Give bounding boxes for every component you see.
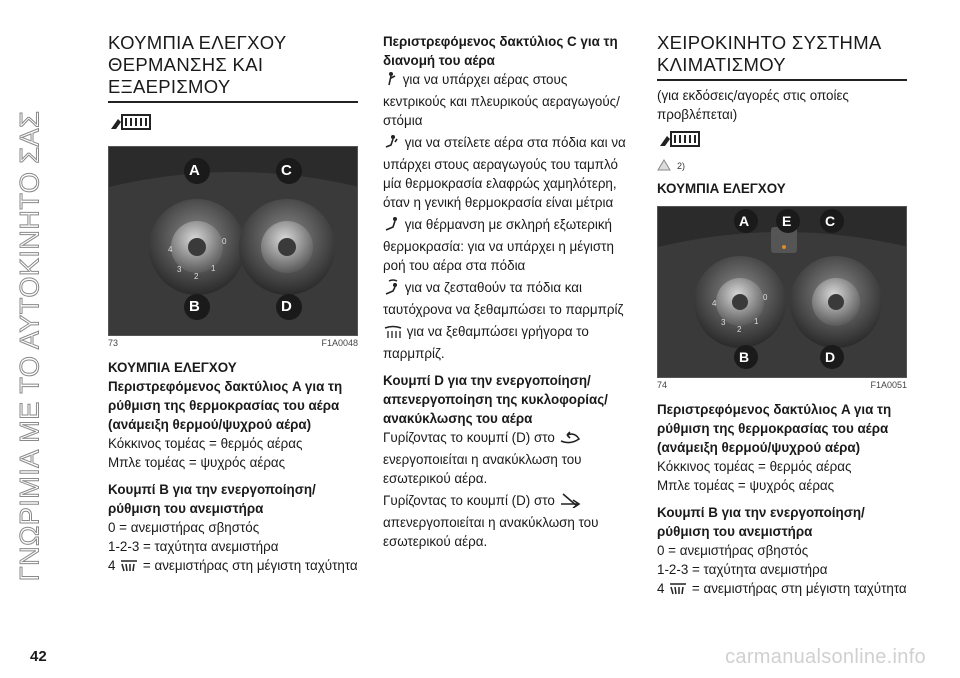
figure-caption (108, 338, 358, 348)
fan-max-text (108, 556, 358, 578)
air-face-feet-icon (383, 134, 401, 155)
fan-max-number: 4 (657, 581, 665, 596)
c-feet-defrost-text: για να ζεσταθούν τα πόδια και ταυτόχρονα να ξεθαμπώσει το παρμπρίζ (383, 280, 624, 317)
figure-caption (657, 380, 907, 390)
title-line: ΘΕΡΜΑΝΣΗΣ ΚΑΙ (108, 54, 264, 75)
column-2 (383, 32, 633, 551)
dial-mark: 2 (194, 272, 199, 281)
knob-a-heading: Περιστρεφόμενος δακτύλιος A για τη ρύθμιση της θερμοκρασίας του αέρα (ανάμειξη θερμού/ψυχρού αέρα) (108, 379, 343, 432)
callout-b: B (739, 349, 750, 365)
c-face-text: για να υπάρχει αέρας στους κεντρικούς και πλευρικούς αεραγωγούς/στόμια (383, 72, 620, 128)
knob-d-heading: Κουμπί D για την ενεργοποίηση/απενεργοποίηση της κυκλοφορίας/ανακύκλωσης του αέρα (383, 373, 608, 426)
callout-e: E (782, 213, 792, 229)
red-sector-text: Κόκκινος τομέας = θερμός αέρας (657, 459, 852, 474)
dial-mark: 4 (712, 299, 717, 308)
recirculation-off-icon (559, 492, 581, 513)
title-line: ΚΟΥΜΠΙΑ ΕΛΕΓΧΟΥ (108, 32, 287, 53)
callout-d: D (281, 298, 292, 315)
fan-max-desc: = ανεμιστήρας στη μέγιστη ταχύτητα (691, 581, 907, 596)
fan-max-icon (119, 559, 139, 578)
dial-mark: 1 (211, 264, 216, 273)
dial-mark: 3 (721, 318, 726, 327)
column-1 (108, 32, 358, 578)
dial-mark: 0 (763, 293, 768, 302)
d-on-text: Γυρίζοντας το κουμπί (D) στο ενεργοποιείται η ανακύκλωση του εσωτερικού αέρα. (383, 430, 582, 486)
c-defrost-text: για να ξεθαμπώσει γρήγορα το παρμπρίζ. (383, 324, 589, 361)
knob-b-heading: Κουμπί B για την ενεργοποίηση/ρύθμιση του ανεμιστήρα (657, 505, 865, 539)
callout-b: B (189, 298, 200, 315)
d-off-text: Γυρίζοντας το κουμπί (D) στο απενεργοποιείται η ανακύκλωση του εσωτερικού αέρα. (383, 493, 599, 549)
recirculation-on-icon (559, 429, 581, 450)
red-sector-text: Κόκκινος τομέας = θερμός αέρας (108, 436, 303, 451)
manual-book-icon (657, 128, 907, 155)
fan-off-text: 0 = ανεμιστήρας σβηστός (657, 543, 809, 558)
sub-title: ΚΟΥΜΠΙΑ ΕΛΕΓΧΟΥ (108, 360, 237, 375)
intro-text: (για εκδόσεις/αγορές στις οποίες προβλέπεται) (657, 88, 849, 122)
dial-mark: 4 (168, 245, 173, 254)
ac-controls-figure (657, 206, 907, 378)
fan-max-icon (668, 582, 688, 601)
title-line: ΕΞΑΕΡΙΣΜΟΥ (108, 76, 231, 97)
watermark: carmanualsonline.info (725, 646, 926, 668)
fan-max-desc: = ανεμιστήρας στη μέγιστη ταχύτητα (142, 558, 358, 573)
callout-d: D (825, 349, 836, 365)
title-rule (657, 79, 907, 81)
fan-off-text: 0 = ανεμιστήρας σβηστός (108, 520, 260, 535)
dial-mark: 0 (222, 237, 227, 246)
column-3 (657, 32, 907, 601)
air-feet-defrost-icon (383, 279, 401, 300)
page-number: 42 (30, 648, 47, 665)
sub-title: ΚΟΥΜΠΙΑ ΕΛΕΓΧΟΥ (657, 181, 786, 196)
section-title-heating (108, 32, 358, 98)
air-feet-icon (383, 216, 401, 237)
warning-note (657, 159, 907, 173)
note-reference: 2) (677, 161, 686, 171)
figure-code: F1A0048 (321, 338, 358, 348)
fan-max-text (657, 579, 907, 601)
title-line: ΚΛΙΜΑΤΙΣΜΟΥ (657, 54, 786, 75)
figure-number: 73 (108, 338, 119, 348)
title-line: ΧΕΙΡΟΚΙΝΗΤΟ ΣΥΣΤΗΜΑ (657, 32, 882, 53)
callout-a: A (739, 213, 750, 229)
chapter-title: ΓΝΩΡΙΜΙΑ ΜΕ ΤΟ ΑΥΤΟΚΙΝΗΤΟ ΣΑΣ (14, 110, 45, 582)
side-chapter-tab (0, 0, 60, 678)
c-face-feet-text: για να στείλετε αέρα στα πόδια και να υπάρχει στους αεραγωγούς του ταμπλό μία θερμοκρασία ελαφρώς χαμηλότερη, όταν η γενική θερμοκρασία είναι μέτρια (383, 135, 626, 210)
callout-c: C (281, 162, 292, 179)
c-feet-text: για θέρμανση με σκληρή εξωτερική θερμοκρασία: για να υπάρχει η μέγιστη ροή του αέρα στα πόδια (383, 217, 614, 273)
fan-max-number: 4 (108, 558, 116, 573)
knob-b-heading: Κουμπί B για την ενεργοποίηση/ρύθμιση του ανεμιστήρα (108, 482, 316, 516)
manual-book-icon (108, 111, 358, 138)
dial-mark: 3 (177, 265, 182, 274)
dial-mark: 2 (737, 325, 742, 334)
blue-sector-text: Μπλε τομέας = ψυχρός αέρας (657, 478, 835, 493)
knob-a-heading: Περιστρεφόμενος δακτύλιος A για τη ρύθμιση της θερμοκρασίας του αέρα (ανάμειξη θερμού/ψυχρού αέρα) (657, 402, 892, 455)
air-face-icon (383, 71, 399, 92)
blue-sector-text: Μπλε τομέας = ψυχρός αέρας (108, 455, 286, 470)
figure-number: 74 (657, 380, 668, 390)
knob-c-heading: Περιστρεφόμενος δακτύλιος C για τη διανομή του αέρα (383, 34, 618, 68)
figure-code: F1A0051 (870, 380, 907, 390)
dial-mark: 1 (754, 317, 759, 326)
fan-speed-text: 1-2-3 = ταχύτητα ανεμιστήρα (108, 539, 279, 554)
windscreen-defrost-icon (383, 325, 403, 344)
fan-speed-text: 1-2-3 = ταχύτητα ανεμιστήρα (657, 562, 828, 577)
title-rule (108, 101, 358, 103)
callout-a: A (189, 162, 200, 179)
callout-c: C (825, 213, 836, 229)
warning-triangle-icon (657, 159, 671, 173)
heater-controls-figure (108, 146, 358, 336)
section-title-ac (657, 32, 907, 76)
